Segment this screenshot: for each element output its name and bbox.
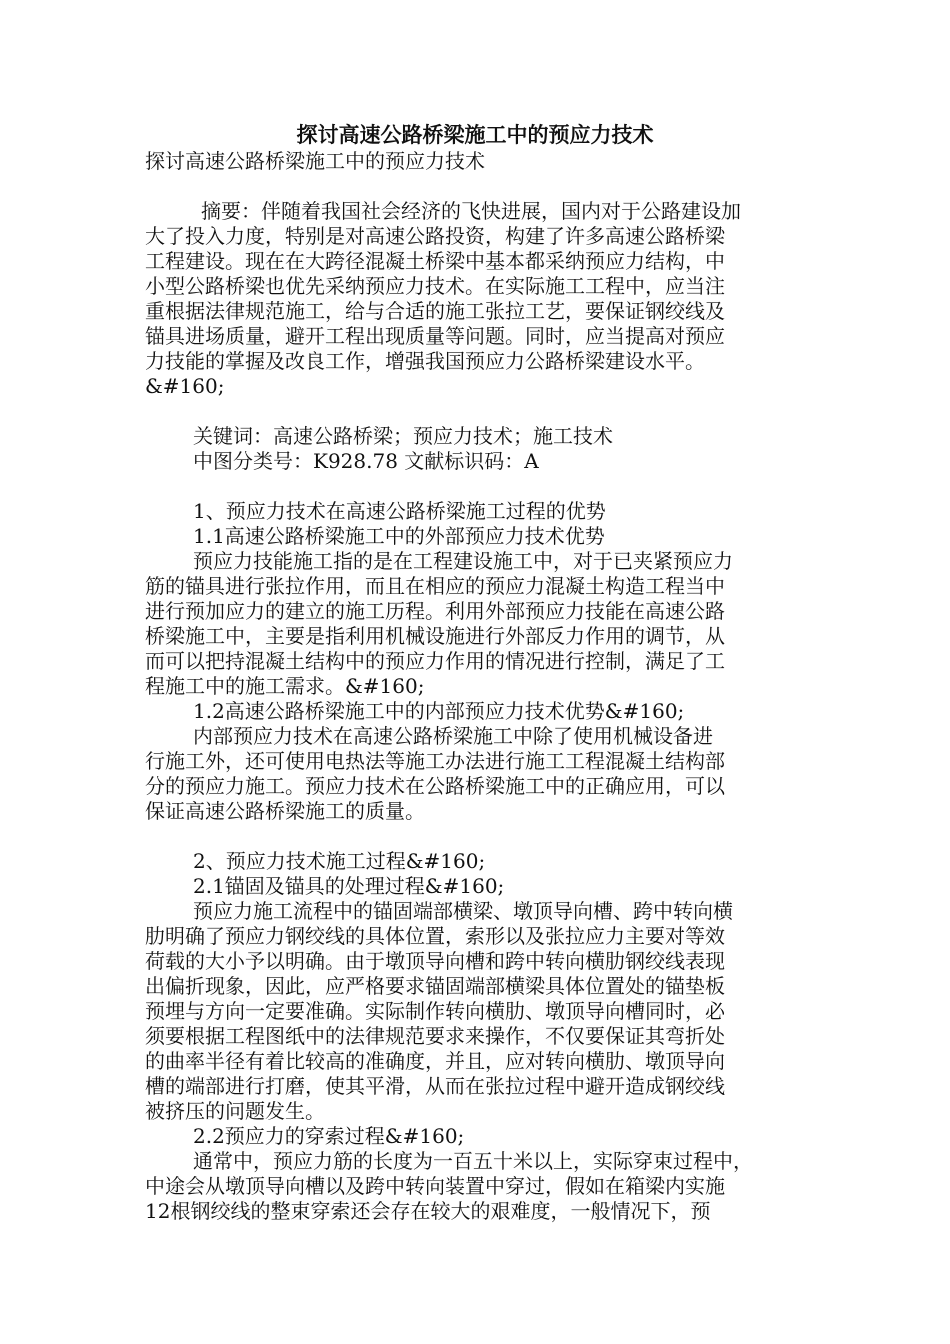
section-2-1-heading: 2.1锚固及锚具的处理过程&#160; (193, 874, 505, 898)
abstract-line: 摘要：伴随着我国社会经济的飞快进展，国内对于公路建设加 (201, 199, 741, 223)
section-2-2-paragraph (145, 1149, 805, 1224)
paragraph-line: 的曲率半径有着比较高的准确度，并且，应对转向横肋、墩顶导向 (145, 1049, 725, 1073)
paragraph-line: 通常中，预应力筋的长度为一百五十米以上，实际穿束过程中， (193, 1149, 753, 1173)
section-1-1-paragraph (145, 549, 805, 699)
blank-line (145, 399, 805, 424)
paragraph-line: 内部预应力技术在高速公路桥梁施工中除了使用机械设备进 (193, 724, 713, 748)
abstract-line: 锚具进场质量，避开工程出现质量等问题。同时，应当提高对预应 (145, 324, 725, 348)
keywords-line: 关键词：高速公路桥梁；预应力技术；施工技术 (193, 424, 613, 448)
blank-line (145, 174, 805, 199)
section-2-heading: 2、预应力技术施工过程&#160; (193, 849, 486, 873)
section-1-heading: 1、预应力技术在高速公路桥梁施工过程的优势 (193, 499, 606, 523)
abstract-line: 小型公路桥梁也优先采纳预应力技术。在实际施工工程中，应当注 (145, 274, 725, 298)
paragraph-line: 程施工中的施工需求。&#160; (145, 674, 425, 698)
document-title: 探讨高速公路桥梁施工中的预应力技术 (296, 122, 654, 147)
abstract-line: 重根据法律规范施工，给与合适的施工张拉工艺，要保证钢绞线及 (145, 299, 725, 323)
paragraph-line: 保证高速公路桥梁施工的质量。 (145, 799, 425, 823)
paragraph-line: 进行预加应力的建立的施工历程。利用外部预应力技能在高速公路 (145, 599, 725, 623)
document-body (145, 121, 805, 1224)
abstract-line: &#160; (145, 374, 225, 398)
blank-line (145, 474, 805, 499)
paragraph-line: 须要根据工程图纸中的法律规范要求来操作，不仅要保证其弯折处 (145, 1024, 725, 1048)
blank-line (145, 824, 805, 849)
paragraph-line: 中途会从墩顶导向槽以及跨中转向装置中穿过，假如在箱梁内实施 (145, 1174, 725, 1198)
section-2-2-heading: 2.2预应力的穿索过程&#160; (193, 1124, 465, 1148)
paragraph-line: 槽的端部进行打磨，使其平滑，从而在张拉过程中避开造成钢绞线 (145, 1074, 725, 1098)
paragraph-line: 肋明确了预应力钢绞线的具体位置，索形以及张拉应力主要对等效 (145, 924, 725, 948)
paragraph-line: 荷载的大小予以明确。由于墩顶导向槽和跨中转向横肋钢绞线表现 (145, 949, 725, 973)
document-subtitle: 探讨高速公路桥梁施工中的预应力技术 (145, 149, 485, 173)
paragraph-line: 被挤压的问题发生。 (145, 1099, 325, 1123)
section-2-1-paragraph (145, 899, 805, 1124)
paragraph-line: 预埋与方向一定要准确。实际制作转向横肋、墩顶导向槽同时，必 (145, 999, 725, 1023)
section-1-1-heading: 1.1高速公路桥梁施工中的外部预应力技术优势 (193, 524, 605, 548)
abstract-line: 力技能的掌握及改良工作，增强我国预应力公路桥梁建设水平。 (145, 349, 705, 373)
paragraph-line: 12根钢绞线的整束穿索还会存在较大的艰难度，一般情况下，预 (145, 1199, 711, 1223)
paragraph-line: 预应力技能施工指的是在工程建设施工中，对于已夹紧预应力 (193, 549, 733, 573)
section-1-2-paragraph (145, 724, 805, 824)
abstract-line: 工程建设。现在在大跨径混凝土桥梁中基本都采纳预应力结构，中 (145, 249, 725, 273)
abstract-paragraph (145, 199, 805, 399)
classification-line: 中图分类号：K928.78 文献标识码：A (193, 449, 539, 473)
paragraph-line: 行施工外，还可使用电热法等施工办法进行施工工程混凝土结构部 (145, 749, 725, 773)
abstract-line: 大了投入力度，特别是对高速公路投资，构建了许多高速公路桥梁 (145, 224, 725, 248)
paragraph-line: 而可以把持混凝土结构中的预应力作用的情况进行控制，满足了工 (145, 649, 725, 673)
paragraph-line: 筋的锚具进行张拉作用，而且在相应的预应力混凝土构造工程当中 (145, 574, 725, 598)
paragraph-line: 出偏折现象，因此，应严格要求锚固端部横梁具体位置处的锚垫板 (145, 974, 725, 998)
paragraph-line: 预应力施工流程中的锚固端部横梁、墩顶导向槽、跨中转向横 (193, 899, 733, 923)
paragraph-line: 分的预应力施工。预应力技术在公路桥梁施工中的正确应用，可以 (145, 774, 725, 798)
section-1-2-heading: 1.2高速公路桥梁施工中的内部预应力技术优势&#160; (193, 699, 685, 723)
paragraph-line: 桥梁施工中，主要是指利用机械设施进行外部反力作用的调节，从 (145, 624, 725, 648)
